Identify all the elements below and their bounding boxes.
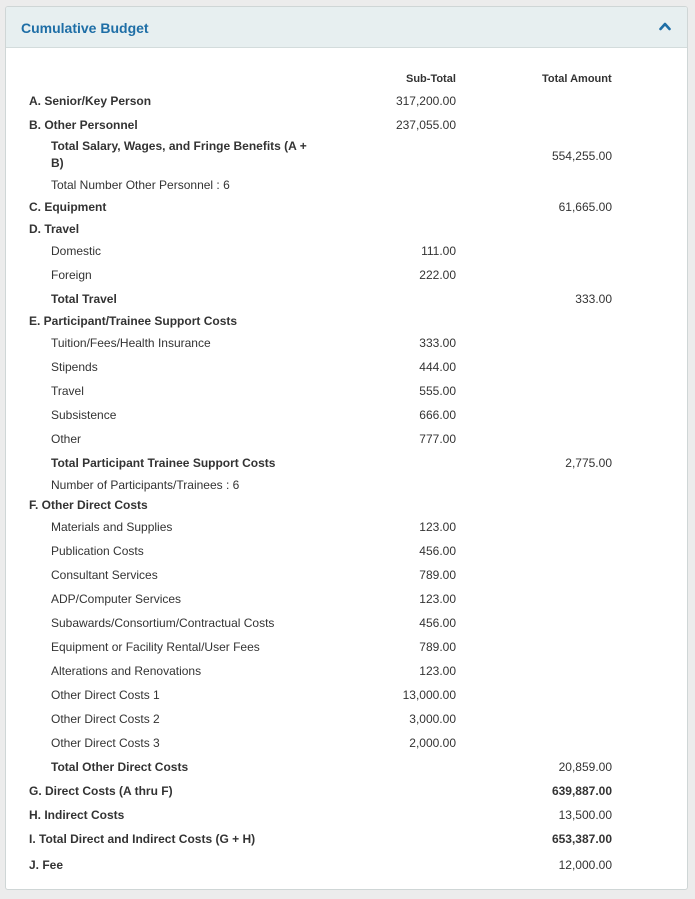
- row-label: Equipment or Facility Rental/User Fees: [51, 640, 260, 654]
- row-label: Total Participant Trainee Support Costs: [51, 456, 276, 470]
- row-label: D. Travel: [29, 222, 80, 236]
- row-label: Tuition/Fees/Health Insurance: [51, 336, 211, 350]
- budget-row-number-other-personnel: [6, 177, 687, 197]
- row-subtotal: 123.00: [419, 520, 456, 534]
- row-label: ADP/Computer Services: [51, 592, 182, 606]
- row-subtotal: 123.00: [419, 592, 456, 606]
- row-total: 20,859.00: [558, 760, 612, 774]
- row-subtotal: 456.00: [419, 544, 456, 558]
- row-label: Subsistence: [51, 408, 117, 422]
- row-label: Number of Participants/Trainees : 6: [51, 478, 240, 492]
- row-total: 639,887.00: [551, 784, 612, 798]
- budget-row-b: [6, 117, 687, 137]
- cumulative-budget-panel: [5, 6, 688, 890]
- row-subtotal: 777.00: [419, 432, 456, 446]
- row-label: Other Direct Costs 3: [51, 736, 160, 750]
- row-subtotal: 3,000.00: [409, 712, 456, 726]
- row-subtotal: 237,055.00: [395, 118, 456, 132]
- panel-title: Cumulative Budget: [21, 20, 149, 36]
- row-label: Other Direct Costs 1: [51, 688, 160, 702]
- budget-row-odc3: [6, 735, 687, 755]
- row-subtotal: 456.00: [419, 616, 456, 630]
- row-total: 333.00: [575, 292, 612, 306]
- row-subtotal: 666.00: [419, 408, 456, 422]
- row-label: J. Fee: [29, 858, 64, 872]
- budget-row-a: [6, 93, 687, 113]
- row-label: Total Other Direct Costs: [51, 760, 189, 774]
- budget-row-g: [6, 783, 687, 803]
- row-subtotal: 123.00: [419, 664, 456, 678]
- row-total: 653,387.00: [551, 832, 612, 846]
- row-subtotal: 789.00: [419, 568, 456, 582]
- row-label: Foreign: [51, 268, 92, 282]
- row-subtotal: 444.00: [419, 360, 456, 374]
- row-label: H. Indirect Costs: [29, 808, 125, 822]
- budget-row-equipment-rental: [6, 639, 687, 659]
- row-label: Publication Costs: [51, 544, 144, 558]
- panel-header[interactable]: [6, 7, 687, 48]
- row-total: 13,500.00: [558, 808, 612, 822]
- budget-row-total-odc: [6, 759, 687, 779]
- budget-row-materials: [6, 519, 687, 539]
- row-subtotal: 317,200.00: [395, 94, 456, 108]
- row-label: Total Number Other Personnel : 6: [51, 178, 230, 192]
- row-total: 2,775.00: [565, 456, 612, 470]
- row-label: Total Salary, Wages, and Fringe Benefits (A + B): [51, 139, 307, 170]
- row-label: F. Other Direct Costs: [29, 498, 148, 512]
- row-subtotal: 555.00: [419, 384, 456, 398]
- budget-row-adp: [6, 591, 687, 611]
- row-label: A. Senior/Key Person: [29, 94, 152, 108]
- row-label: Consultant Services: [51, 568, 158, 582]
- budget-row-h: [6, 807, 687, 827]
- row-label: C. Equipment: [29, 200, 107, 214]
- budget-row-subawards: [6, 615, 687, 635]
- budget-row-c: [6, 199, 687, 219]
- row-label: Total Travel: [51, 292, 117, 306]
- budget-row-i: [6, 831, 687, 851]
- row-label: I. Total Direct and Indirect Costs (G + H): [29, 832, 256, 846]
- row-total: 554,255.00: [551, 149, 612, 163]
- budget-row-total-salary: [6, 138, 687, 174]
- row-label: Travel: [51, 384, 84, 398]
- budget-row-publication: [6, 543, 687, 563]
- row-label: B. Other Personnel: [29, 118, 138, 132]
- chevron-up-icon[interactable]: [659, 21, 671, 31]
- row-label: E. Participant/Trainee Support Costs: [29, 314, 238, 328]
- budget-row-total-participant: [6, 455, 687, 475]
- total-amount-column-header: Total Amount: [542, 73, 612, 85]
- budget-row-d: [6, 221, 687, 241]
- row-subtotal: 111.00: [421, 244, 456, 258]
- budget-row-e-other: [6, 431, 687, 451]
- row-total: 12,000.00: [558, 858, 612, 872]
- budget-row-stipends: [6, 359, 687, 379]
- subtotal-column-header: Sub-Total: [406, 73, 456, 85]
- budget-row-odc2: [6, 711, 687, 731]
- budget-row-number-participants: [6, 477, 687, 497]
- row-label: Other Direct Costs 2: [51, 712, 160, 726]
- row-label: Alterations and Renovations: [51, 664, 202, 678]
- row-label: Other: [51, 432, 82, 446]
- budget-row-alterations: [6, 663, 687, 683]
- row-label: G. Direct Costs (A thru F): [29, 784, 173, 798]
- budget-row-j: [6, 857, 687, 877]
- budget-row-subsistence: [6, 407, 687, 427]
- row-subtotal: 789.00: [419, 640, 456, 654]
- budget-row-consultant: [6, 567, 687, 587]
- row-label: Materials and Supplies: [51, 520, 173, 534]
- budget-row-foreign: [6, 267, 687, 287]
- budget-row-e-travel: [6, 383, 687, 403]
- row-total: 61,665.00: [558, 200, 612, 214]
- row-subtotal: 2,000.00: [409, 736, 456, 750]
- row-label: Domestic: [51, 244, 102, 258]
- budget-row-tuition: [6, 335, 687, 355]
- budget-row-domestic: [6, 243, 687, 263]
- row-label: Subawards/Consortium/Contractual Costs: [51, 616, 275, 630]
- budget-row-odc1: [6, 687, 687, 707]
- row-subtotal: 13,000.00: [402, 688, 456, 702]
- budget-row-f: [6, 497, 687, 517]
- row-label: Stipends: [51, 360, 98, 374]
- row-subtotal: 333.00: [419, 336, 456, 350]
- budget-row-total-travel: [6, 291, 687, 311]
- row-subtotal: 222.00: [419, 268, 456, 282]
- budget-row-e: [6, 313, 687, 333]
